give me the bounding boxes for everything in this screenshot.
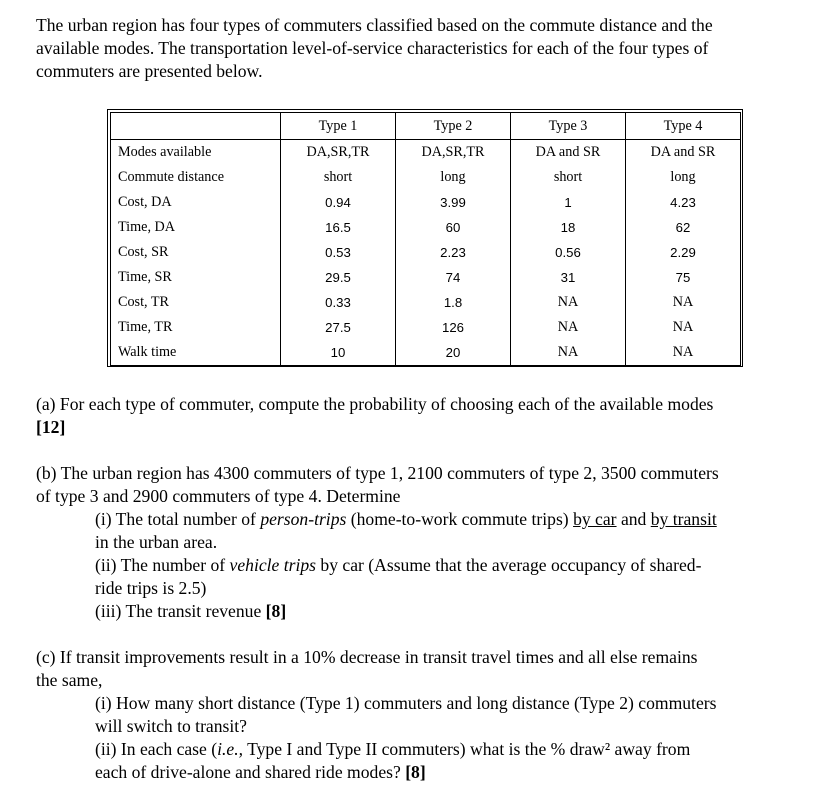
table-cell: DA and SR bbox=[511, 140, 626, 166]
table-body bbox=[111, 140, 741, 366]
table-header-corner bbox=[111, 113, 281, 140]
table-cell: NA bbox=[511, 315, 626, 340]
table-cell: 74 bbox=[396, 265, 511, 290]
table-cell: long bbox=[626, 165, 741, 190]
level-of-service-table bbox=[110, 112, 741, 366]
question-c-part-ii-emphasis: i.e., bbox=[217, 739, 244, 759]
table-cell: 20 bbox=[396, 340, 511, 366]
table-cell: DA,SR,TR bbox=[281, 140, 396, 166]
column-header-type-3: Type 3 bbox=[511, 113, 626, 140]
intro-line: commuters are presented below. bbox=[36, 61, 263, 81]
table-cell: NA bbox=[626, 340, 741, 366]
table-cell: 31 bbox=[511, 265, 626, 290]
intro-line: available modes. The transportation level-of-service characteristics for each of the four types of bbox=[36, 38, 709, 58]
row-label: Walk time bbox=[111, 340, 281, 366]
intro-paragraph bbox=[36, 14, 816, 83]
question-b-line: (b) The urban region has 4300 commuters of type 1, 2100 commuters of type 2, 3500 commuters bbox=[36, 463, 719, 483]
question-b-part-iii-text: (iii) The transit revenue bbox=[95, 601, 266, 621]
question-b-part-i-text: (i) The total number of bbox=[95, 509, 261, 529]
question-b-part-i-text: (home-to-work commute trips) bbox=[346, 509, 574, 529]
question-c-part-ii bbox=[36, 738, 820, 761]
table-cell: 10 bbox=[281, 340, 396, 366]
table-cell: 2.29 bbox=[626, 240, 741, 265]
table-cell: 0.33 bbox=[281, 290, 396, 315]
table-row bbox=[111, 240, 741, 265]
table-cell: 18 bbox=[511, 215, 626, 240]
table-row bbox=[111, 190, 741, 215]
table-cell: short bbox=[511, 165, 626, 190]
question-c-part-ii-text: each of drive-alone and shared ride modes? bbox=[95, 762, 406, 782]
table-cell: 75 bbox=[626, 265, 741, 290]
question-b-part-ii bbox=[36, 554, 820, 577]
table-row bbox=[111, 290, 741, 315]
question-c-line: the same, bbox=[36, 670, 103, 690]
column-header-type-2: Type 2 bbox=[396, 113, 511, 140]
table-cell: 16.5 bbox=[281, 215, 396, 240]
question-b-part-ii-text: by car (Assume that the average occupancy of shared- bbox=[316, 555, 702, 575]
level-of-service-table-frame bbox=[107, 109, 743, 367]
table-cell: 0.94 bbox=[281, 190, 396, 215]
question-b-part-ii-emphasis: vehicle trips bbox=[229, 555, 317, 575]
question-c-part-i: (i) How many short distance (Type 1) commuters and long distance (Type 2) commuters bbox=[95, 693, 717, 713]
table-cell: 1.8 bbox=[396, 290, 511, 315]
table-header-row bbox=[111, 113, 741, 140]
question-c bbox=[36, 646, 820, 784]
table-cell: 27.5 bbox=[281, 315, 396, 340]
table-row bbox=[111, 165, 741, 190]
question-b-part-i bbox=[36, 508, 820, 531]
table-cell: 62 bbox=[626, 215, 741, 240]
column-header-type-1: Type 1 bbox=[281, 113, 396, 140]
table-cell: NA bbox=[626, 290, 741, 315]
table-cell: NA bbox=[511, 340, 626, 366]
question-c-part-ii-continued bbox=[36, 761, 820, 784]
question-b bbox=[36, 462, 820, 623]
table-cell: 4.23 bbox=[626, 190, 741, 215]
table-cell: 0.56 bbox=[511, 240, 626, 265]
question-c-marks: [8] bbox=[405, 762, 426, 782]
question-c-part-ii-text: (ii) In each case ( bbox=[95, 739, 218, 759]
question-b-part-ii-text: (ii) The number of bbox=[95, 555, 230, 575]
question-a-text: (a) For each type of commuter, compute the probability of choosing each of the available modes bbox=[36, 394, 714, 414]
table-row bbox=[111, 215, 741, 240]
table-cell: 60 bbox=[396, 215, 511, 240]
question-b-part-ii-continued: ride trips is 2.5) bbox=[95, 578, 207, 598]
table-cell: DA,SR,TR bbox=[396, 140, 511, 166]
question-b-part-i-continued: in the urban area. bbox=[95, 532, 218, 552]
row-label: Time, SR bbox=[111, 265, 281, 290]
question-c-line: (c) If transit improvements result in a 10% decrease in transit travel times and all else remains bbox=[36, 647, 698, 667]
table-cell: DA and SR bbox=[626, 140, 741, 166]
question-a-marks: [12] bbox=[36, 417, 66, 437]
question-c-part-i-continued: will switch to transit? bbox=[95, 716, 247, 736]
question-b-marks: [8] bbox=[265, 601, 287, 621]
table-row bbox=[111, 340, 741, 366]
table-row bbox=[111, 315, 741, 340]
question-b-part-i-underline-car: by car bbox=[573, 509, 617, 529]
row-label: Cost, SR bbox=[111, 240, 281, 265]
row-label: Time, TR bbox=[111, 315, 281, 340]
table-cell: 0.53 bbox=[281, 240, 396, 265]
row-label: Cost, DA bbox=[111, 190, 281, 215]
row-label: Modes available bbox=[111, 140, 281, 166]
column-header-type-4: Type 4 bbox=[626, 113, 741, 140]
table-cell: short bbox=[281, 165, 396, 190]
question-b-part-i-underline-transit: by transit bbox=[650, 509, 717, 529]
question-b-line: of type 3 and 2900 commuters of type 4. Determine bbox=[36, 486, 401, 506]
table-cell: long bbox=[396, 165, 511, 190]
table-row bbox=[111, 265, 741, 290]
row-label: Time, DA bbox=[111, 215, 281, 240]
question-b-part-i-emphasis: person-trips bbox=[260, 509, 347, 529]
table-row bbox=[111, 140, 741, 166]
question-b-part-i-text: and bbox=[616, 509, 651, 529]
intro-line: The urban region has four types of commuters classified based on the commute distance and the bbox=[36, 15, 713, 35]
row-label: Commute distance bbox=[111, 165, 281, 190]
table-cell: NA bbox=[511, 290, 626, 315]
table-cell: NA bbox=[626, 315, 741, 340]
question-a bbox=[36, 393, 820, 439]
table-cell: 3.99 bbox=[396, 190, 511, 215]
question-c-part-ii-text: Type I and Type II commuters) what is the % draw² away from bbox=[243, 739, 691, 759]
table-cell: 2.23 bbox=[396, 240, 511, 265]
table-cell: 126 bbox=[396, 315, 511, 340]
table-cell: 1 bbox=[511, 190, 626, 215]
table-cell: 29.5 bbox=[281, 265, 396, 290]
question-b-part-iii bbox=[36, 600, 820, 623]
row-label: Cost, TR bbox=[111, 290, 281, 315]
